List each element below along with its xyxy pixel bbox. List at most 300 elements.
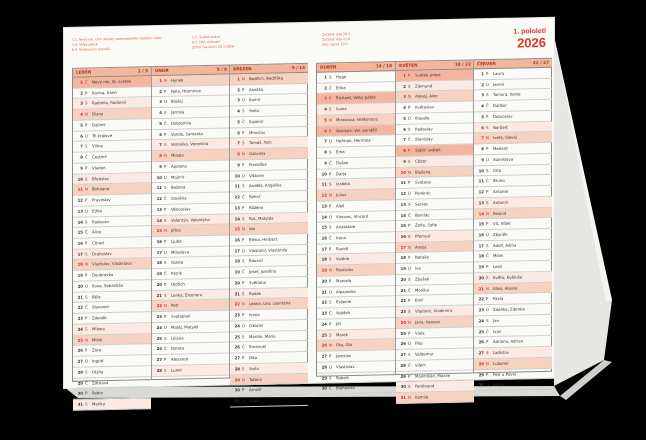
name-day: Zbyněk [493,231,508,238]
day-number: 22 [77,305,83,311]
name-day: Ivo [415,265,421,271]
weekday-letter: S [408,351,411,357]
day-number: 30 [77,390,83,397]
name-day: Aleš [336,202,345,209]
day-number: 1 [481,71,484,77]
name-day: Svatava [415,179,431,185]
weekday-letter: S [242,290,245,296]
day-number: 19 [400,266,406,272]
calendar-header [72,26,546,64]
day-number: 4 [159,110,162,116]
weekday-letter: N [164,152,167,159]
name-day: Zdeněk [92,315,107,321]
name-day: Dalibor [493,102,507,109]
weekday-letter: S [164,292,167,298]
day-number: 28 [400,362,406,368]
weekday-letter: S [242,140,245,146]
weekday-letter: N [329,342,332,348]
weekday-letter: Č [242,344,245,350]
season-note: Začátek jara 20.3. [322,31,352,37]
name-day: Otýlie [92,369,104,375]
weekday-letter: P [85,272,88,278]
day-number: 6 [80,133,83,139]
day-number: 16 [400,233,406,239]
weekday-letter: Ú [242,398,245,404]
weekday-letter: Č [486,328,489,334]
weekday-letter: S [329,332,332,338]
weekday-letter: Č [486,253,489,259]
weekday-letter: P [329,171,332,177]
day-number: 28 [77,369,83,375]
name-day: Vladimír, Vladimíra [415,308,453,314]
weekday-letter: P [85,122,88,128]
weekday-letter: N [164,77,167,83]
weekday-letter: Ú [164,249,167,255]
weekday-letter: Ú [85,133,88,139]
name-day: Edita [92,208,102,214]
name-day: Vlastimil, Vlastimila [249,247,288,253]
name-day: Miroslava, Velikonoce [336,116,378,123]
weekday-letter: N [329,117,332,123]
weekday-letter: P [242,387,245,393]
day-number: 9 [403,158,406,164]
day-number: 19 [234,269,240,275]
day-number: 11 [234,183,240,189]
day-number: 1 [80,79,83,85]
weekday-letter: S [164,335,167,341]
name-day: Marek [336,331,348,337]
holiday-note: 1.5. Svátek práce [192,34,221,40]
weekday-letter: P [242,205,245,211]
day-number: 18 [234,258,240,264]
name-day: Ema [336,149,345,155]
weekday-letter: N [85,261,88,268]
day-number: 2 [403,83,406,89]
weekday-letter: S [486,199,489,205]
weekday-letter: N [242,301,245,307]
weekday-letter: S [242,108,245,114]
weekday-letter: Ú [408,115,411,121]
day-number: 23 [400,308,406,315]
name-day: Anastázie [336,224,355,230]
name-day: Ctibor [415,158,427,164]
name-day: Vlastislav [336,363,355,370]
weekday-letter: P [85,90,88,96]
name-day: Vít, Vítek [493,220,511,227]
name-day: Adolf, Adina [493,242,517,248]
day-number: 25 [478,328,484,334]
name-day: Zdislava [92,379,109,385]
name-day: Robin [92,390,103,396]
name-day: Blažej [171,98,183,105]
name-day: Alice [92,229,102,235]
day-number: 7 [80,144,83,150]
weekday-letter: S [164,142,167,148]
day-number: 29 [321,375,327,381]
day-number: 24 [77,326,83,332]
day-number: 20 [478,275,484,281]
day-number: 3 [481,92,484,98]
day-number: 12 [234,194,240,200]
name-day: Dobromila [171,120,192,126]
name-day: Radek [249,290,262,296]
day-number: 4 [324,106,327,112]
day-number: 17 [400,244,406,250]
day-number: 18 [478,253,484,259]
name-day: Ida [249,226,256,232]
day-number: 7 [481,135,484,141]
day-number: 6 [324,128,327,134]
weekday-letter: Ú [164,99,167,105]
day-number: 29 [400,373,406,379]
month-name: BŘEZEN [233,66,252,72]
name-day: Josef, Josefína [249,268,277,275]
weekday-letter: Č [329,85,332,91]
weekday-letter: S [242,215,245,221]
name-day: Dobroslav [493,113,513,119]
name-day: Marcela [336,277,352,284]
day-number: 27 [400,351,406,358]
name-day: Kazimír [249,118,264,125]
calendar-sheet [64,18,554,407]
day-number: 30 [478,382,484,388]
day-number: 5 [159,120,162,126]
weekday-letter: N [242,376,245,382]
weekday-letter: S [164,260,167,266]
name-day: Jiří [336,321,341,327]
day-number: 27 [234,355,240,361]
name-day: Pavla [493,296,504,302]
day-number: 4 [481,103,484,109]
weekday-letter: P [164,238,167,244]
name-day: Matěj, Matyáš [171,324,199,330]
name-day: Alexej, Alex [415,93,438,100]
day-number: 15 [478,221,484,227]
day-number: 1 [324,74,327,80]
weekday-letter: N [486,360,489,366]
weekday-letter: P [486,339,489,345]
name-day: Lenka, Eleonora [171,291,203,298]
name-day: Iveta, Slavoj [493,134,517,141]
weekday-letter: S [329,299,332,305]
holiday-note: 6.4. Velikonoční pondělí [72,47,110,52]
weekday-letter: S [329,74,332,80]
name-day: Antonie [493,188,508,195]
weekday-letter: P [164,163,167,169]
day-number: 22 [156,303,162,309]
day-number: 5 [403,115,406,121]
weekday-letter: Ú [164,174,167,180]
weekday-letter: S [408,233,411,239]
day-number: 27 [321,353,327,359]
name-day: Liliana [171,335,184,341]
name-day: Marika [92,401,105,407]
weekday-letter: N [408,244,411,250]
weekday-letter: P [329,321,332,327]
day-number: 20 [321,278,327,284]
day-number: 3 [237,97,240,103]
day-number: 20 [77,283,83,289]
weekday-letter: Ú [329,138,332,144]
day-number: 26 [478,339,484,345]
holiday-note: 8.5. Den vítězství [192,39,220,45]
weekday-letter: P [242,162,245,168]
day-number: 2 [324,85,327,91]
day-number: 22 [234,301,240,307]
day-number: 7 [159,142,162,148]
name-day: Elena, Herbert [249,236,278,243]
name-day: Nataša [415,254,429,261]
weekday-letter: S [164,367,167,373]
day-number: 19 [156,271,162,277]
weekday-letter: N [85,111,88,117]
day-number: 19 [321,267,327,273]
name-day: Apolena [171,163,187,169]
day-number: 31 [77,401,83,407]
day-number: 26 [77,347,83,354]
weekday-letter: N [164,228,167,234]
day-number: 8 [481,146,484,152]
weekday-letter: S [164,217,167,223]
weekday-letter: N [486,210,489,216]
name-day: Rút, Matylda [249,215,274,221]
name-day: Tamara, Xenie [493,91,521,98]
weekday-letter: S [408,158,411,164]
day-number: 31 [234,398,240,404]
name-day: Heřman, Hermína [336,137,371,144]
name-day: Vladislav, Vladislava [92,261,132,267]
day-number: 6 [403,126,406,132]
day-number: 20 [234,280,240,286]
weekday-letter: Č [164,346,167,352]
day-number: 18 [321,256,327,263]
day-number: 10 [400,169,406,175]
weekday-letter: S [408,308,411,314]
weekday-letter: Ú [408,341,411,347]
day-number: 4 [403,105,406,111]
name-day: Julius [336,192,347,198]
name-day: Eduard [249,258,263,264]
day-number: 20 [156,281,162,288]
name-day: Dušan [336,159,349,166]
day-number: 3 [80,101,83,107]
day-number: 15 [77,229,83,235]
weekday-letter: P [85,165,88,171]
day-number: 1 [159,77,162,84]
weekday-letter: Č [85,304,88,310]
weekday-letter: Č [329,310,332,316]
weekday-letter: Ú [242,247,245,254]
name-day: Přemysl [415,233,431,239]
name-day: Viktorie [249,172,264,178]
weekday-letter: S [85,219,88,225]
day-number: 7 [403,137,406,143]
weekday-letter: Ú [486,307,489,313]
month-column [151,66,230,380]
day-number: 10 [234,172,240,179]
day-number: 5 [80,122,83,128]
weekday-letter: S [242,258,245,264]
weekday-letter: S [329,256,332,262]
day-number: 12 [400,190,406,197]
weekday-letter: Ú [486,382,489,388]
name-day: Slavomír [92,304,110,310]
day-number: 25 [321,332,327,338]
day-row [73,398,151,410]
weekday-letter: N [85,337,88,343]
weekday-letter: P [408,373,411,379]
name-day: Jiřina [171,227,181,234]
name-day: Vilma [92,143,103,149]
day-number: 25 [400,330,406,336]
name-day: Hugo [336,74,347,80]
name-day: Kvido [249,397,260,404]
day-number: 9 [324,160,327,166]
weekday-letter: N [329,192,332,198]
name-day: Ivona [249,312,260,318]
name-day: Ivan [493,328,502,334]
weekday-letter: P [486,71,489,77]
day-row [152,364,230,376]
name-day: Anděla, Angelika [249,182,282,189]
day-number: 26 [156,346,162,352]
weekday-letter: P [408,104,411,110]
name-day: Milena [92,326,105,332]
day-number: 25 [77,337,83,343]
name-day: Stela [249,108,259,114]
name-day: Nový rok, St. svátek [92,78,132,85]
day-row [230,395,308,407]
name-day: Veronika, Veronikla [171,141,209,148]
day-number: 23 [478,307,484,313]
day-number: 16 [77,240,83,246]
weekday-letter: Ú [242,172,245,178]
weekday-letter: Ú [486,81,489,87]
weekday-letter: P [408,180,411,186]
name-day: Taťána [249,376,262,382]
weekday-letter: S [329,149,332,155]
weekday-letter: Č [164,271,167,277]
name-day: Antonín [493,199,509,205]
day-number: 13 [321,203,327,209]
name-day: Jan [493,317,499,323]
weekday-letter: S [408,126,411,132]
name-day: Jarmila [171,109,185,115]
weekday-letter: Č [408,362,411,368]
holiday-note: 3.4. Velký pátek [72,42,98,47]
name-day: Radmila, Radomil [92,100,127,106]
name-day: Vojtěch [336,310,351,316]
name-day: Břetislav [92,175,109,182]
weekday-letter: S [486,242,489,248]
name-day: Petr a Pavel [493,371,516,377]
day-number: 13 [77,208,83,214]
day-row [396,391,474,403]
name-day: Petr [171,303,179,309]
name-day: Řehoř [249,193,261,200]
day-number: 17 [156,249,162,255]
weekday-letter: N [329,267,332,273]
weekday-letter: P [486,189,489,195]
weekday-letter: S [329,224,332,230]
name-day: Pankrác [415,190,431,196]
weekday-letter: Ú [164,324,167,330]
weekday-letter: S [85,369,88,375]
name-day: Jarmil [493,81,505,87]
day-number: 3 [403,94,406,100]
weekday-letter: Č [164,120,167,126]
weekday-letter: Ú [408,190,411,196]
name-day: Darja [336,170,347,176]
weekday-letter: Č [486,103,489,109]
day-number: 13 [478,200,484,206]
name-day: Dalimil [92,122,106,128]
weekday-letter: N [486,135,489,141]
month-name: ÚNOR [155,67,169,74]
day-number: 15 [156,228,162,234]
day-number: 24 [156,324,162,330]
day-number: 1 [403,72,406,78]
day-number: 11 [77,186,83,193]
day-row [474,379,552,391]
name-day: Slavěna [171,195,187,201]
weekday-letter: P [242,312,245,318]
name-day: Lubomír [493,360,509,366]
name-day: Oldřich [171,281,185,287]
day-number: 31 [400,394,406,400]
name-day: Tomáš, Tom [249,140,272,146]
day-number: 11 [156,185,162,191]
day-number: 11 [478,178,484,184]
weekday-letter: S [486,317,489,324]
name-day: Richard, Velký pátek [336,94,376,101]
weekday-letter: Ú [242,97,245,103]
weekday-letter: P [329,203,332,209]
name-day: Leona, Lea, Leontýna [249,300,291,307]
day-number: 5 [324,117,327,123]
name-day: Emil [415,297,424,304]
day-number: 14 [156,217,162,223]
weekday-letter: P [85,390,88,396]
weekday-letter: P [486,296,489,302]
name-day: Adriana, Adrian [493,338,524,345]
weekday-letter: Č [164,195,167,201]
weekday-letter: S [242,183,245,189]
name-day: Drahoslav [92,250,112,257]
name-day: Zdeňka, Zdenka [493,306,525,313]
name-day: Nela, Hromnice [171,87,201,94]
day-number: 18 [400,255,406,261]
weekday-letter: Ú [85,208,88,214]
day-number: 30 [234,387,240,393]
weekday-letter: Č [242,194,245,200]
day-number: 17 [234,248,240,254]
day-number: 4 [237,108,240,114]
name-day: Vladan [92,165,106,171]
day-number: 8 [403,147,406,154]
name-day: Anežka [249,86,264,92]
name-day: Dorota [171,345,185,352]
weekday-letter: S [164,185,167,191]
name-day: Ljuba [171,238,182,244]
weekday-letter: P [85,347,88,353]
name-day: Diana [92,111,104,117]
name-day: Valérie [336,256,350,262]
name-day: Ferdinand [415,383,435,389]
day-number: 5 [237,119,240,125]
day-number: 26 [400,341,406,347]
day-number: 12 [77,197,83,203]
